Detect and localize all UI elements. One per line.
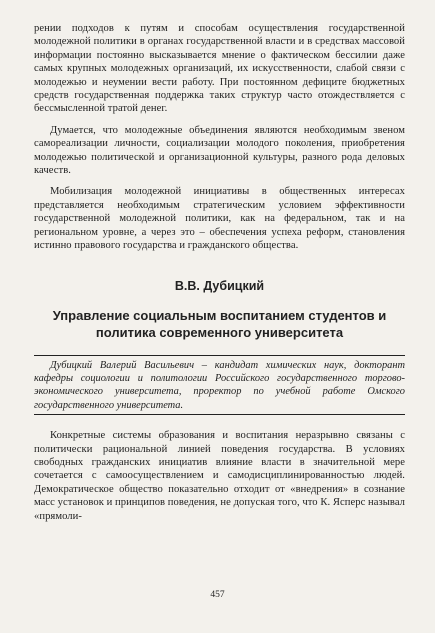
article-author: В.В. Дубицкий bbox=[174, 278, 265, 293]
author-bio: Дубицкий Валерий Васильевич – кандидат химических наук, докторант кафедры социологии и политологии Российского государственного торгово-экономического университета, проректор по учебной работе Омского государственного университета. bbox=[34, 355, 405, 416]
paragraph: Мобилизация молодежной инициативы в общественных интересах представляется необходимым стратегическим условием эффективности государственной молодежной политики, как на федеральном, так и на региональном уровне, а через это – обеспечения успеха реформ, становления истинно правового государства и гражданского общества. bbox=[34, 186, 405, 252]
paragraph-continuation: рении подходов к путям и способам осуществления государственной молодежной политики в органах государственной власти и в средствах массовой информации постоянно высказывается мнение о фактическом бессилии даже самых крупных молодежных организаций, их искусственности, слабой связи с молодежью и неумении вести работу. При постоянном дефиците бюджетных средств государственная поддержка таких структур часто отождествляется с бессмысленной тратой денег. bbox=[34, 23, 405, 115]
paragraph: Думается, что молодежные объединения являются необходимым звеном самореализации личности, социализации молодого поколения, приобретения молодежью политической и организационной культуры, разного рода деловых качеств. bbox=[34, 124, 405, 177]
paragraph-body: Конкретные системы образования и воспитания неразрывно связаны с политически рациональной линией поведения государства. В условиях свободных гражданских инициатив влияние власти в значительной мере сочетается с самоосуществлением и самодисциплинированностью людей. Демократическое общество показательно отходит от «внедрения» в сознание масс установок и принципов поведения, не допуская того, что К. Ясперс называл «прямоли- bbox=[34, 430, 405, 522]
page-number: 457 bbox=[210, 590, 225, 600]
article-title: Управление социальным воспитанием студентов и политика современного университета bbox=[52, 307, 387, 340]
